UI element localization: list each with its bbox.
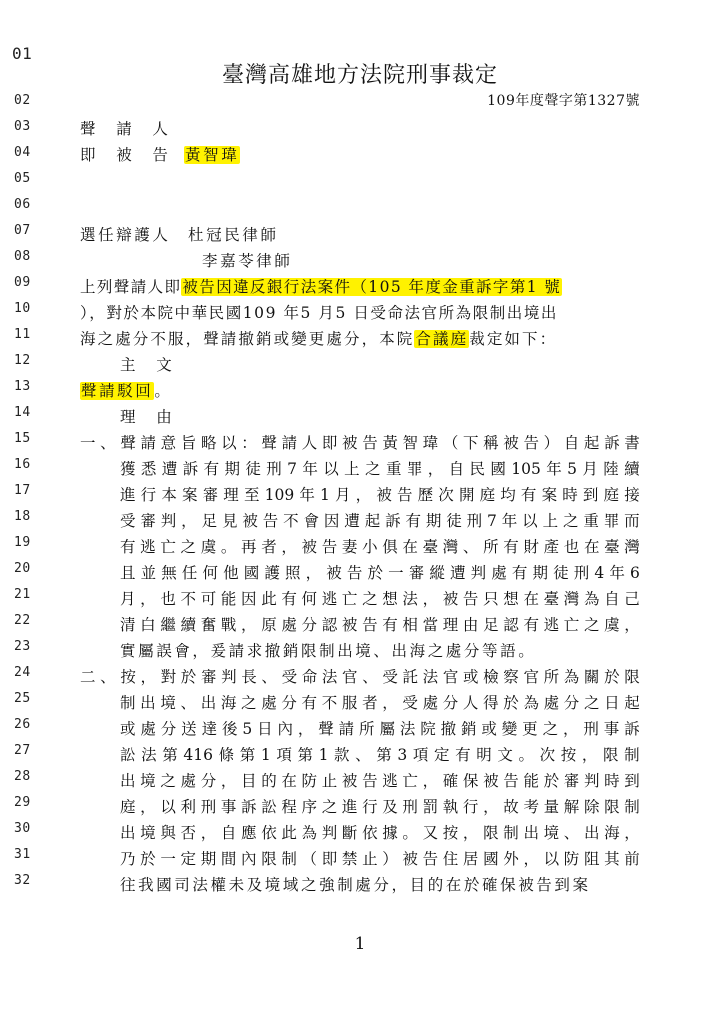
line-number: 07 <box>14 223 31 238</box>
line9-text: 上列聲請人即 <box>80 278 182 296</box>
line-number: 08 <box>14 249 31 264</box>
line-number: 32 <box>14 873 31 888</box>
line-number: 13 <box>14 379 31 394</box>
line-number: 25 <box>14 691 31 706</box>
line-number: 28 <box>14 769 31 784</box>
main-text-heading: 主 文 <box>120 356 175 374</box>
body-line-11 <box>80 326 640 352</box>
line-number: 23 <box>14 639 31 654</box>
collegial-panel-highlight: 合議庭 <box>415 330 469 348</box>
petitioner-label: 聲 請 人 <box>80 120 171 138</box>
document-title: 臺灣高雄地方法院刑事裁定 <box>221 63 498 88</box>
line-number: 29 <box>14 795 31 810</box>
body-line: 且 並 無 任 何 他 國 護 照 ， 被 告 於 一 審 縱 遭 判 處 有 期 徒 刑 4 年 6 <box>120 564 640 582</box>
defendant-name: 黃智瑋 <box>185 146 240 164</box>
body-line: 有 逃 亡 之 虞 。 再 者 ， 被 告 妻 小 俱 在 臺 灣 、 所 有 財 產 也 在 臺 灣 <box>120 538 640 556</box>
body-line-10: ），對於本院中華民國109 年5 月5 日受命法官所為限制出境出 <box>80 304 558 322</box>
case-number: 109年度聲字第1327號 <box>487 93 640 109</box>
line-number: 26 <box>14 717 31 732</box>
defendant-row <box>80 142 640 168</box>
defendant-label: 即 被 告 <box>80 146 171 164</box>
body-line: 出 境 之 處 分 ， 目 的 在 防 止 被 告 逃 亡 ， 確 保 被 告 能 於 審 判 時 到 <box>120 772 640 790</box>
page-number: 1 <box>354 934 366 954</box>
line-number: 16 <box>14 457 31 472</box>
lawyer-1: 杜冠民律師 <box>188 226 279 244</box>
body-line: 制 出 境 、 出 海 之 處 分 有 不 服 者 ， 受 處 分 人 得 於 為 處 分 之 日 起 <box>120 694 640 712</box>
defense-row <box>80 222 640 248</box>
body-line: 一 、 聲 請 意 旨 略 以 ： 聲 請 人 即 被 告 黃 智 瑋 （ 下 稱 被 告 ） 自 起 訴 書 <box>80 434 640 452</box>
line-number: 30 <box>14 821 31 836</box>
line-number: 24 <box>14 665 31 680</box>
line11-tail: 裁定如下： <box>469 330 558 348</box>
line-number: 20 <box>14 561 31 576</box>
defense-label: 選任辯護人 <box>80 226 171 244</box>
line-number: 17 <box>14 483 31 498</box>
body-line: 或 處 分 送 達 後 5 日 內 ， 聲 請 所 屬 法 院 撤 銷 或 變 更 之 ， 刑 事 訴 <box>120 720 640 738</box>
reasons-heading: 理 由 <box>120 408 175 426</box>
body-line: 月 ， 也 不 可 能 因 此 有 何 逃 亡 之 想 法 ， 被 告 只 想 在 臺 灣 為 自 己 <box>120 590 640 608</box>
body-line-09 <box>80 274 640 300</box>
ruling-text: 聲請駁回 <box>81 382 154 400</box>
line-number: 31 <box>14 847 31 862</box>
body-line: 清 白 繼 續 奮 戰 ， 原 處 分 認 被 告 有 相 當 理 由 足 認 有 逃 亡 之 虞 ， <box>120 616 640 634</box>
line-number: 01 <box>12 44 33 63</box>
line-number: 04 <box>14 145 31 160</box>
body-line: 出 境 與 否 ， 自 應 依 此 為 判 斷 依 據 。 又 按 ， 限 制 出 境 、 出 海 ， <box>120 824 640 842</box>
line-number: 09 <box>14 275 31 290</box>
line-number: 27 <box>14 743 31 758</box>
line-number: 21 <box>14 587 31 602</box>
body-line: 往我國司法權未及境域之強制處分，目的在於確保被告到案 <box>120 876 591 894</box>
line-number: 12 <box>14 353 31 368</box>
line-number: 02 <box>14 93 31 108</box>
ruling-period: 。 <box>154 382 173 400</box>
line-number: 05 <box>14 171 31 186</box>
body-line: 獲 悉 遭 訴 有 期 徒 刑 7 年 以 上 之 重 罪 ， 自 民 國 105 年 5 月 陸 續 <box>120 460 640 478</box>
line-number: 18 <box>14 509 31 524</box>
body-line: 二 、 按 ， 對 於 審 判 長 、 受 命 法 官 、 受 託 法 官 或 檢 察 官 所 為 關 於 限 <box>80 668 640 686</box>
line11-text: 海之處分不服，聲請撤銷或變更處分，本院 <box>80 330 415 348</box>
line-number: 11 <box>14 327 31 342</box>
line-number: 03 <box>14 119 31 134</box>
body-line: 乃 於 一 定 期 間 內 限 制 （ 即 禁 止 ） 被 告 住 居 國 外 ， 以 防 阻 其 前 <box>120 850 640 868</box>
ruling-row <box>80 378 640 404</box>
line-number: 10 <box>14 301 31 316</box>
body-line: 庭 ， 以 利 刑 事 訴 訟 程 序 之 進 行 及 刑 罰 執 行 ， 故 考 量 解 除 限 制 <box>120 798 640 816</box>
line-number: 19 <box>14 535 31 550</box>
line-number: 14 <box>14 405 31 420</box>
line-number: 22 <box>14 613 31 628</box>
line-number: 15 <box>14 431 31 446</box>
lawyer-2: 李嘉苓律師 <box>202 252 293 270</box>
line-number: 06 <box>14 197 31 212</box>
body-line: 訟 法 第 416 條 第 1 項 第 1 款 、 第 3 項 定 有 明 文 。 次 按 ， 限 制 <box>120 746 640 764</box>
case-reference-highlight: 被告因違反銀行法案件（105 年度金重訴字第1 號 <box>182 278 562 296</box>
body-line: 實屬誤會，爰請求撤銷限制出境、出海之處分等語。 <box>120 642 537 660</box>
body-line: 進 行 本 案 審 理 至 109 年 1 月 ， 被 告 歷 次 開 庭 均 有 案 時 到 庭 接 <box>120 486 640 504</box>
body-line: 受 審 判 ， 足 見 被 告 不 會 因 遭 起 訴 有 期 徒 刑 7 年 以 上 之 重 罪 而 <box>120 512 640 530</box>
